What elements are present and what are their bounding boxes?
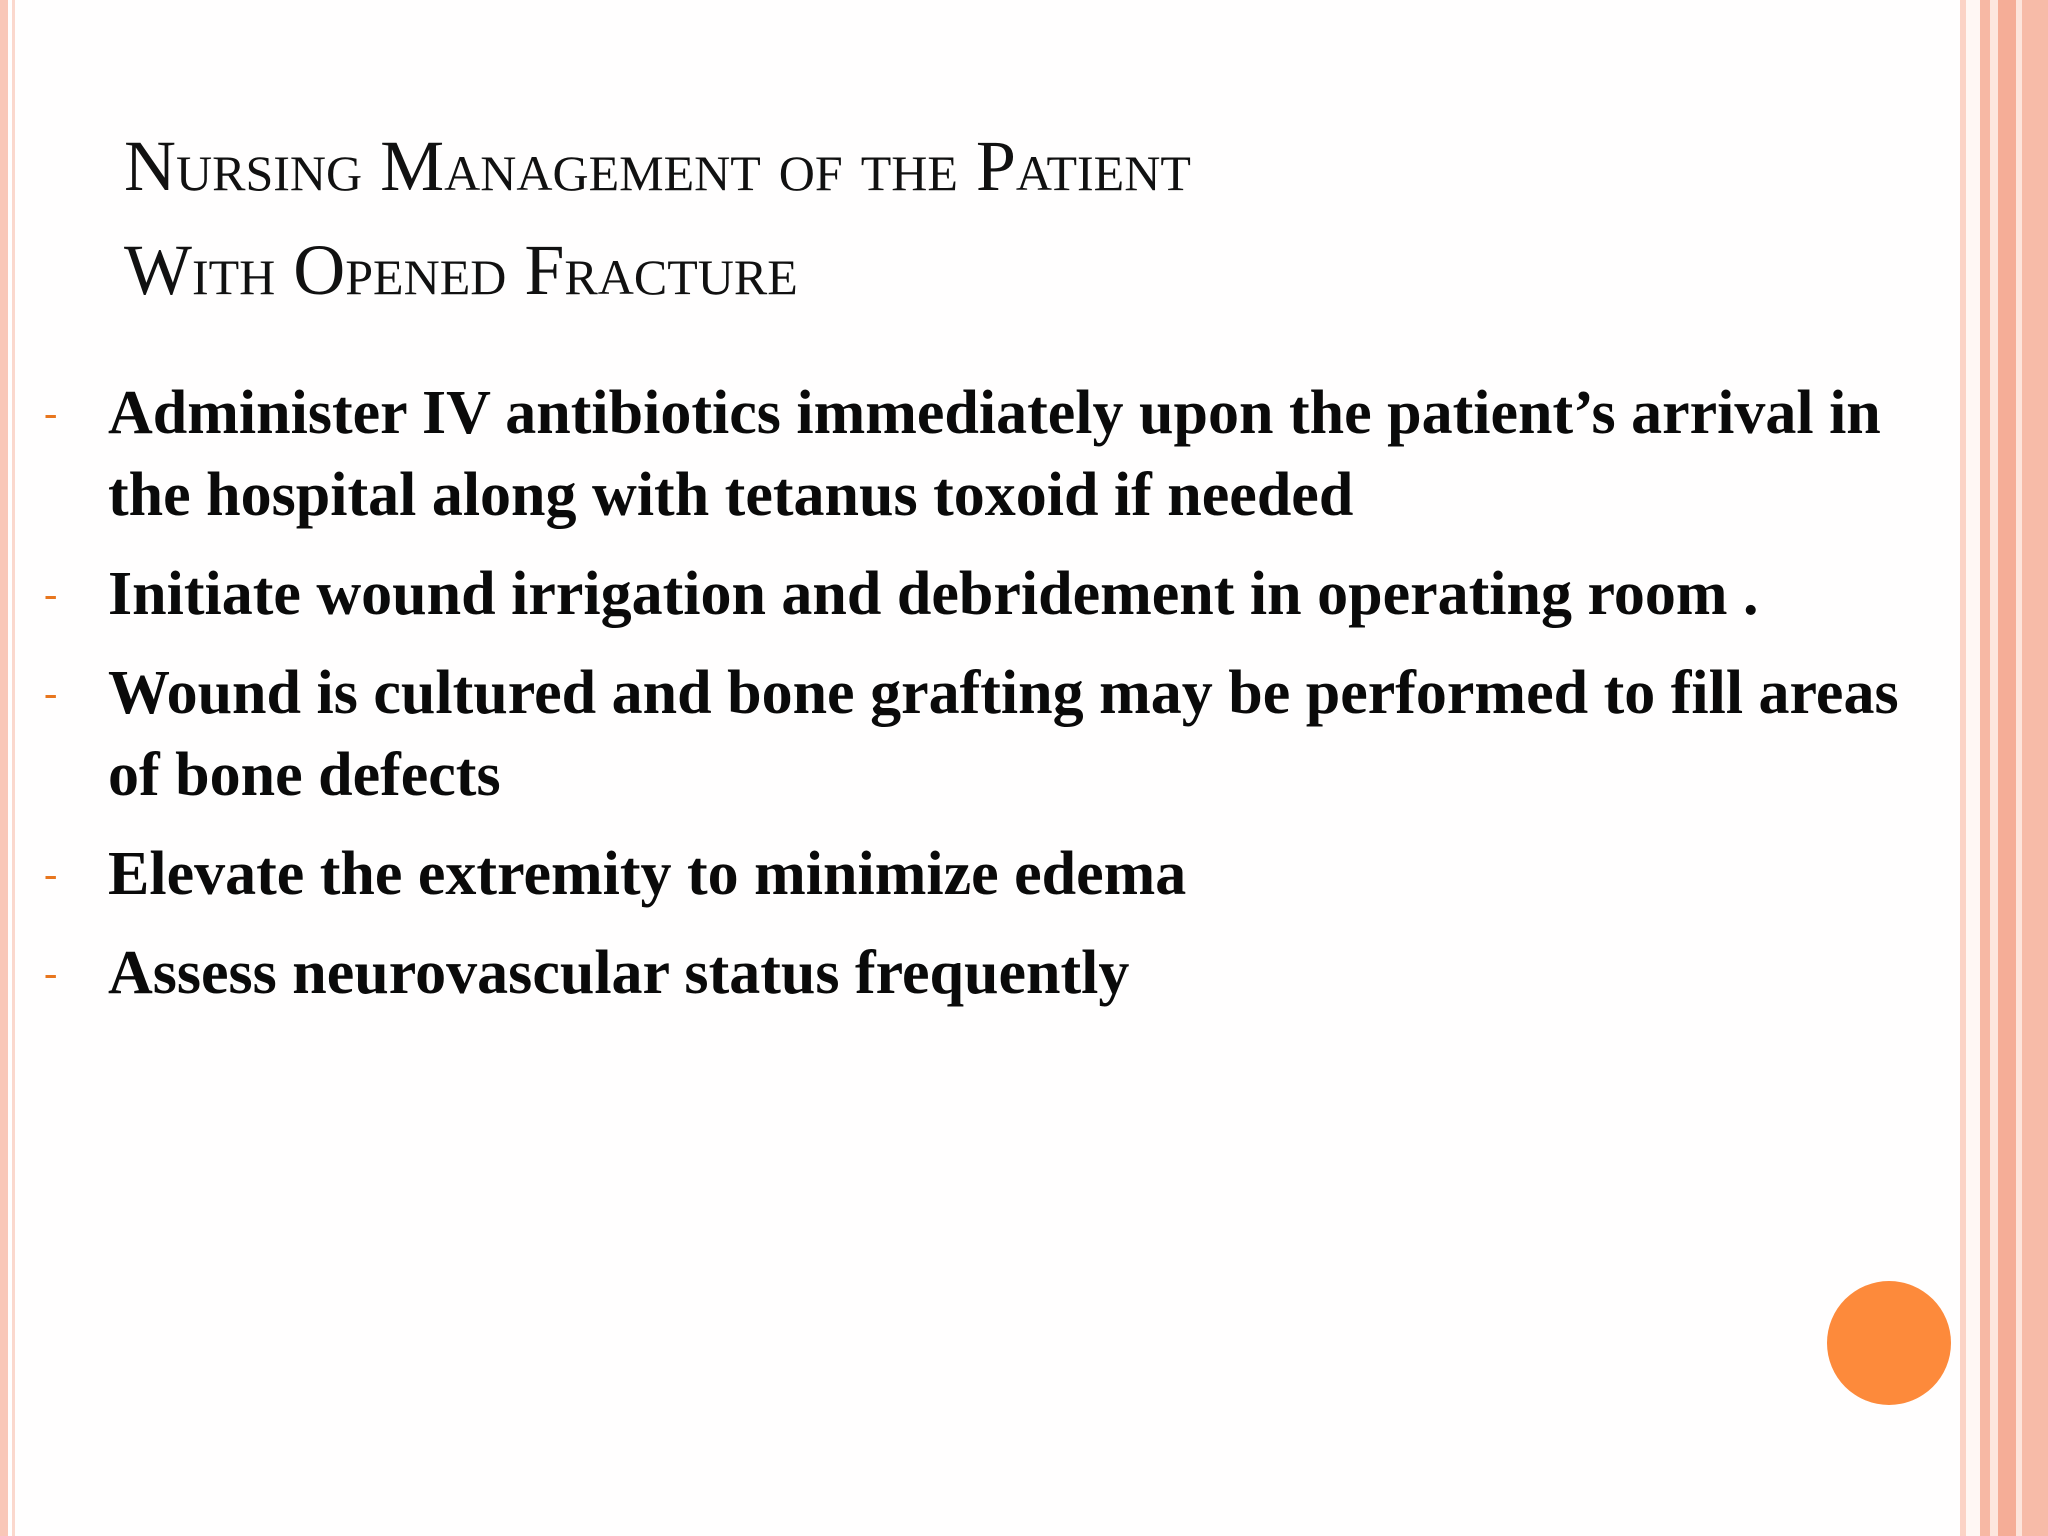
bullet-dash: - bbox=[44, 950, 58, 995]
decorative-circle bbox=[1827, 1281, 1951, 1405]
right-border-stripe bbox=[1990, 0, 1998, 1536]
bullet-item bbox=[0, 833, 1950, 915]
right-border-stripe bbox=[1966, 0, 1980, 1536]
bullet-list bbox=[0, 372, 1950, 1031]
slide-title bbox=[124, 114, 1824, 322]
bullet-item bbox=[0, 372, 1950, 536]
bullet-dash: - bbox=[44, 390, 58, 435]
bullet-text: Administer IV antibiotics immediately upon the patient’s arrival in the hospital along with tetanus toxoid if needed bbox=[108, 379, 1881, 529]
bullet-text: Elevate the extremity to minimize edema bbox=[108, 840, 1187, 908]
right-border-stripe bbox=[1998, 0, 2016, 1536]
bullet-item bbox=[0, 553, 1950, 635]
bullet-item bbox=[0, 652, 1950, 816]
slide-title-line-1: Nursing Management of the Patient bbox=[124, 126, 1191, 206]
right-border-stripe bbox=[1980, 0, 1990, 1536]
bullet-text: Assess neurovascular status frequently bbox=[108, 939, 1130, 1007]
bullet-dash: - bbox=[44, 670, 58, 715]
bullet-dash: - bbox=[44, 851, 58, 896]
right-border-stripe bbox=[2022, 0, 2048, 1536]
bullet-text: Initiate wound irrigation and debridement in operating room . bbox=[108, 560, 1759, 628]
bullet-text: Wound is cultured and bone grafting may be performed to fill areas of bone defects bbox=[108, 659, 1899, 809]
bullet-item bbox=[0, 932, 1950, 1014]
slide-title-line-2: With Opened Fracture bbox=[124, 230, 798, 310]
bullet-dash: - bbox=[44, 571, 58, 616]
